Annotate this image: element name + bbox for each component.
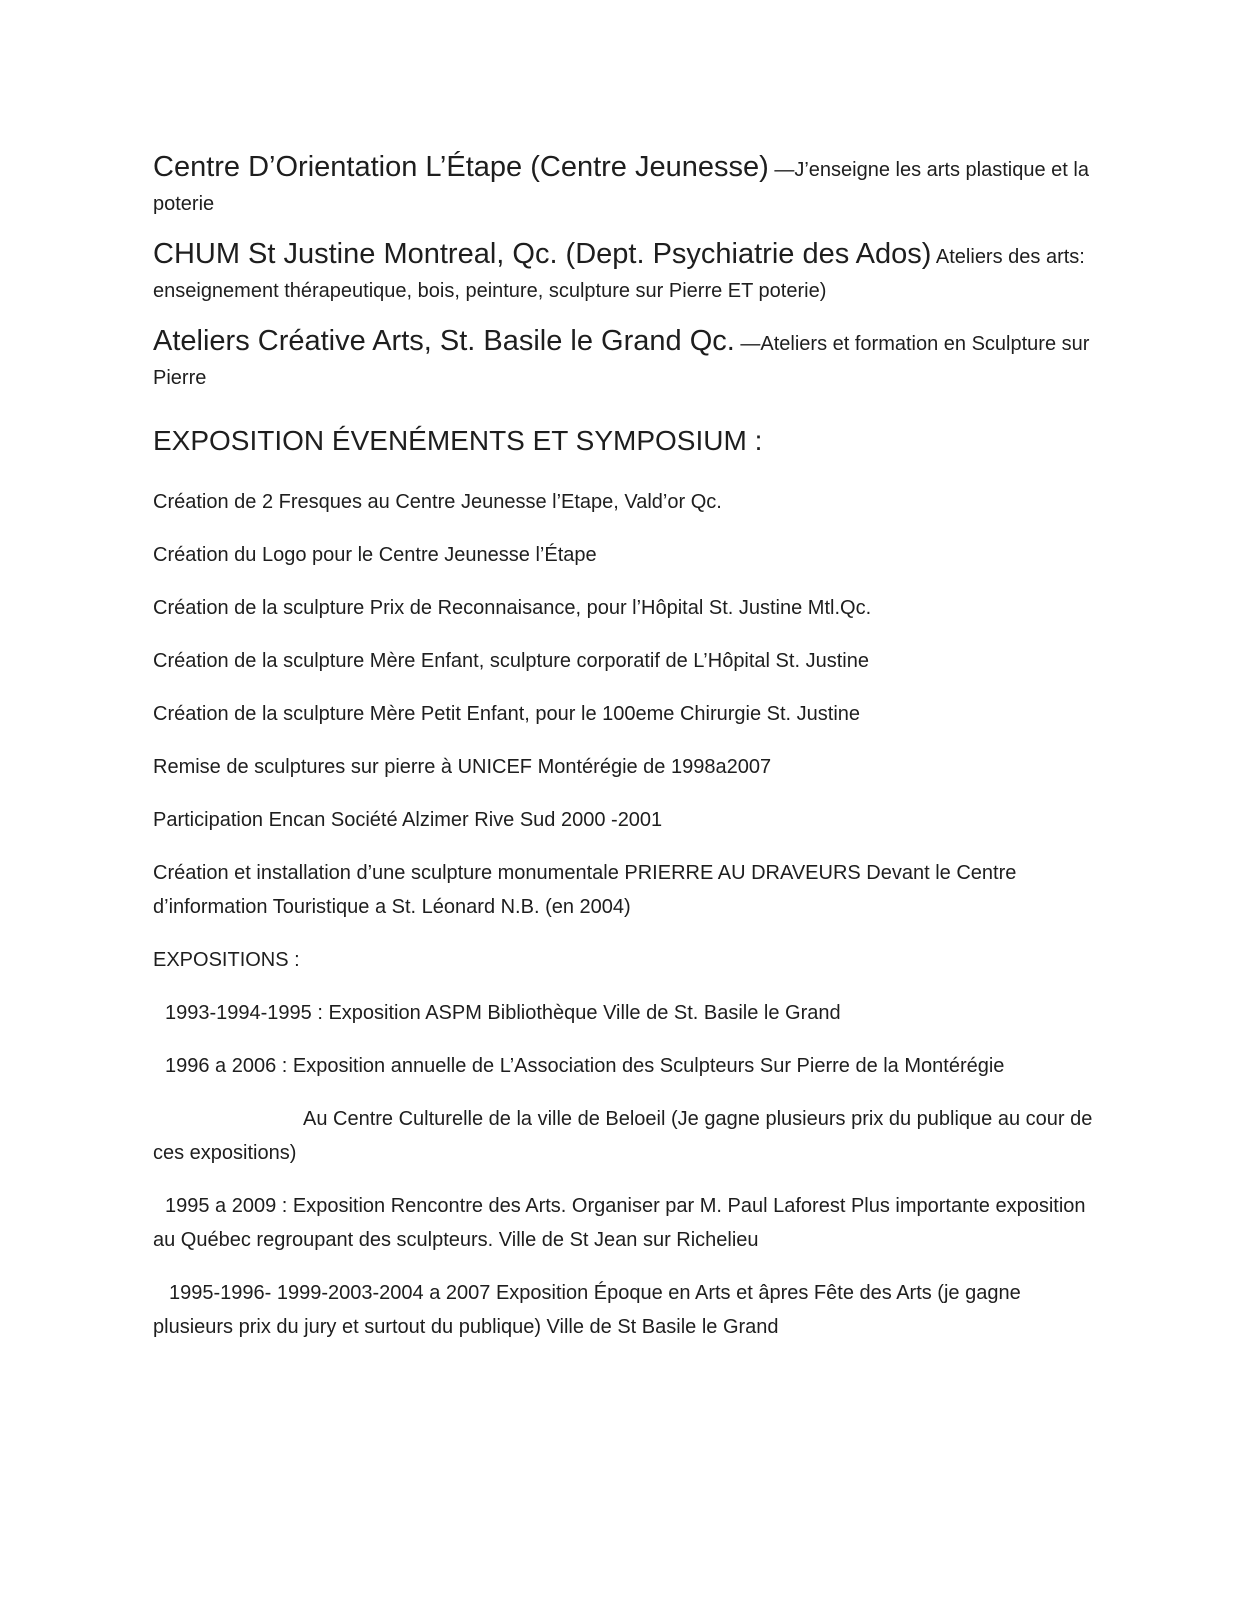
entry-chum-st-justine (153, 237, 1093, 308)
entry-text: —J’enseigne les arts plastique et la poterie (153, 159, 1089, 215)
document-page (153, 150, 1093, 1363)
event-item: Participation Encan Société Alzimer Rive Sud 2000 -2001 (153, 809, 663, 831)
event-item: Création de la sculpture Mère Enfant, sculpture corporatif de L’Hôpital St. Justine (153, 650, 869, 672)
entry-heading: CHUM St Justine Montreal, Qc. (Dept. Psychiatrie des Ados) (153, 238, 932, 270)
event-item: Création de la sculpture Mère Petit Enfant, pour le 100eme Chirurgie St. Justine (153, 703, 861, 725)
event-item: Création de la sculpture Prix de Reconnaisance, pour l’Hôpital St. Justine Mtl.Qc. (153, 597, 872, 619)
entry-text: Ateliers des arts: enseignement thérapeutique, bois, peinture, sculpture sur Pierre ET poterie) (153, 246, 1085, 302)
event-item: Création du Logo pour le Centre Jeunesse l’Étape (153, 544, 597, 566)
entry-heading: Centre D’Orientation L’Étape (Centre Jeunesse) (153, 151, 769, 183)
section-title-events: EXPOSITION ÉVENÉMENTS ET SYMPOSIUM : (153, 425, 763, 456)
exposition-item: Au Centre Culturelle de la ville de Beloeil (Je gagne plusieurs prix du publique au cour de ces expositions) (153, 1108, 1093, 1164)
section-title-expositions: EXPOSITIONS : (153, 949, 300, 971)
exposition-item: 1993-1994-1995 : Exposition ASPM Bibliothèque Ville de St. Basile le Grand (165, 1002, 841, 1024)
exposition-item: 1996 a 2006 : Exposition annuelle de L’Association des Sculpteurs Sur Pierre de la Montérégie (165, 1055, 1005, 1077)
exposition-item: 1995 a 2009 : Exposition Rencontre des Arts. Organiser par M. Paul Laforest Plus importante exposition au Québec regroupant des sculpteurs. Ville de St Jean sur Richelieu (153, 1195, 1086, 1251)
entry-text: —Ateliers et formation en Sculpture sur Pierre (153, 333, 1090, 389)
event-item: Création et installation d’une sculpture monumentale PRIERRE AU DRAVEURS Devant le Centre d’information Touristique a St. Léonard N.B. (en 2004) (153, 862, 1017, 918)
event-item: Remise de sculptures sur pierre à UNICEF Montérégie de 1998a2007 (153, 756, 772, 778)
entry-centre-orientation (153, 150, 1093, 221)
exposition-item: 1995-1996- 1999-2003-2004 a 2007 Exposition Époque en Arts et âpres Fête des Arts (je gagne plusieurs prix du jury et surtout du publique) Ville de St Basile le Grand (153, 1282, 1021, 1338)
event-item: Création de 2 Fresques au Centre Jeunesse l’Etape, Vald’or Qc. (153, 491, 722, 513)
entry-heading: Ateliers Créative Arts, St. Basile le Grand Qc. (153, 325, 735, 357)
entry-ateliers-creative-arts (153, 324, 1093, 395)
